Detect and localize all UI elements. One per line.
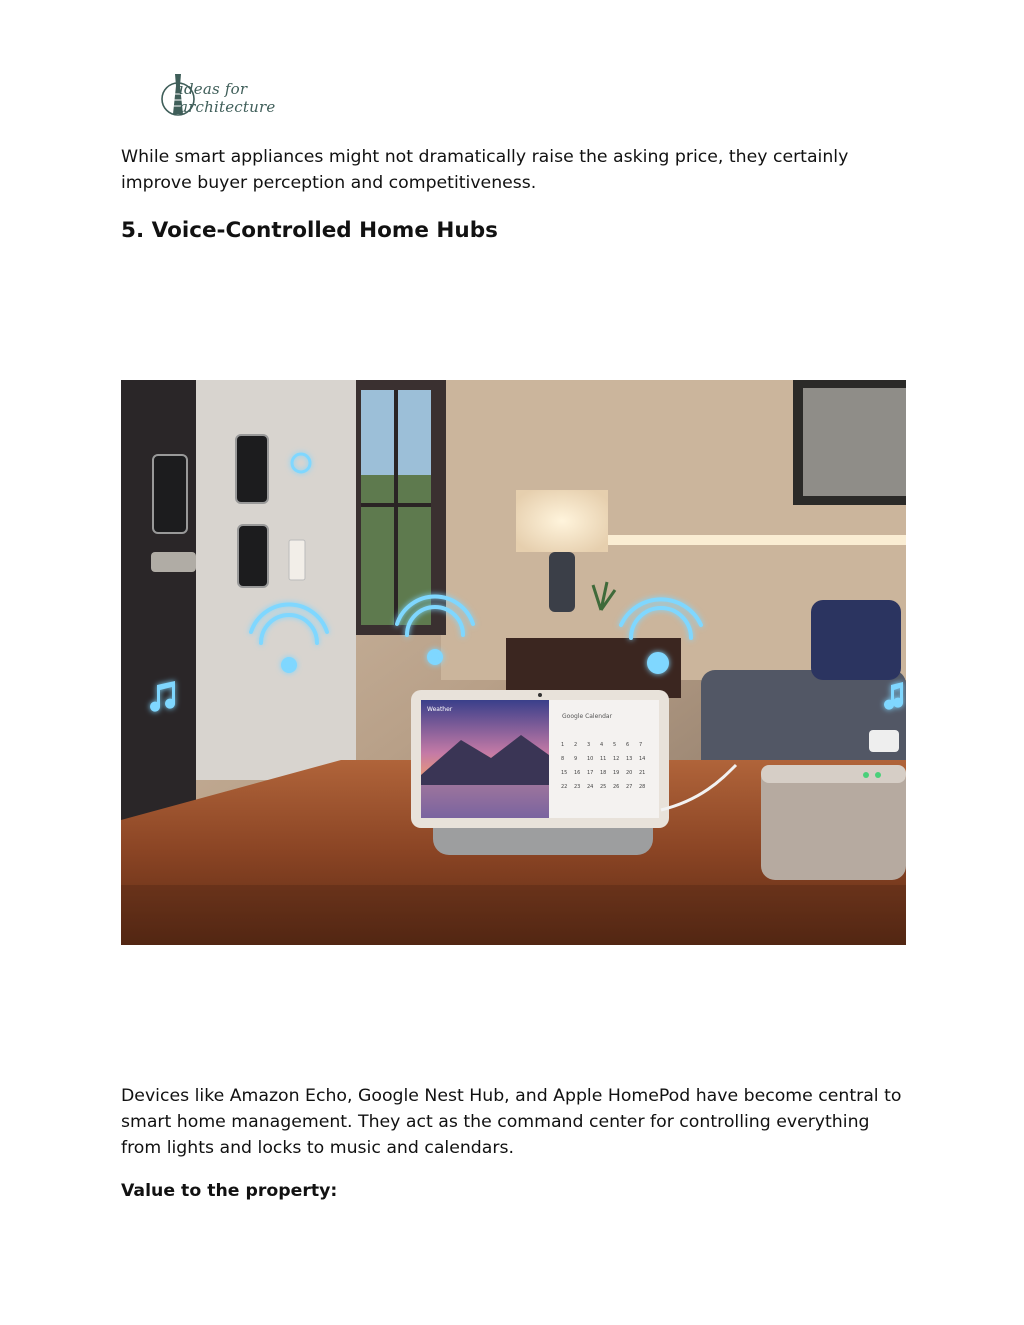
calendar-day: 5	[613, 742, 617, 748]
logo-line-2: architecture	[179, 98, 276, 116]
calendar-day: 7	[639, 742, 643, 748]
calendar-day: 20	[626, 770, 633, 776]
logo-wordmark	[179, 80, 275, 116]
calendar-day: 19	[613, 770, 620, 776]
smart-home-hub-image	[121, 380, 906, 945]
calendar-day: 2	[574, 742, 578, 748]
calendar-day: 15	[561, 770, 568, 776]
calendar-day: 14	[639, 756, 646, 762]
calendar-day: 25	[600, 784, 607, 790]
site-logo[interactable]	[158, 64, 276, 126]
calendar-day: 6	[626, 742, 630, 748]
calendar-day: 10	[587, 756, 594, 762]
body-paragraph: Devices like Amazon Echo, Google Nest Hub, and Apple HomePod have become central to smart home management. They act as the command center for controlling everything from lights and locks to music and calendars.	[121, 1086, 902, 1158]
calendar-day: 23	[574, 784, 581, 790]
section-heading: 5. Voice-Controlled Home Hubs	[121, 218, 498, 243]
calendar-day: 26	[613, 784, 620, 790]
calendar-day: 27	[626, 784, 633, 790]
calendar-day: 18	[600, 770, 607, 776]
calendar-day: 16	[574, 770, 581, 776]
calendar-day: 12	[613, 756, 620, 762]
calendar-day: 9	[574, 756, 578, 762]
calendar-day: 24	[587, 784, 594, 790]
calendar-day: 3	[587, 742, 591, 748]
calendar-day: 28	[639, 784, 646, 790]
calendar-day: 11	[600, 756, 607, 762]
calendar-day: 13	[626, 756, 633, 762]
screen-left-label: Weather	[427, 706, 453, 713]
calendar-day: 4	[600, 742, 604, 748]
calendar-day: 1	[561, 742, 565, 748]
value-subheading: Value to the property:	[121, 1181, 338, 1201]
calendar-day: 21	[639, 770, 646, 776]
intro-paragraph: While smart appliances might not dramatically raise the asking price, they certainly improve buyer perception and competitiveness.	[121, 147, 849, 193]
calendar-day: 8	[561, 756, 565, 762]
calendar-day: 22	[561, 784, 568, 790]
screen-right-label: Google Calendar	[562, 713, 613, 720]
calendar-day: 17	[587, 770, 594, 776]
logo-line-1: ideas for	[179, 80, 248, 98]
smart-home-hub-scene	[121, 380, 906, 945]
